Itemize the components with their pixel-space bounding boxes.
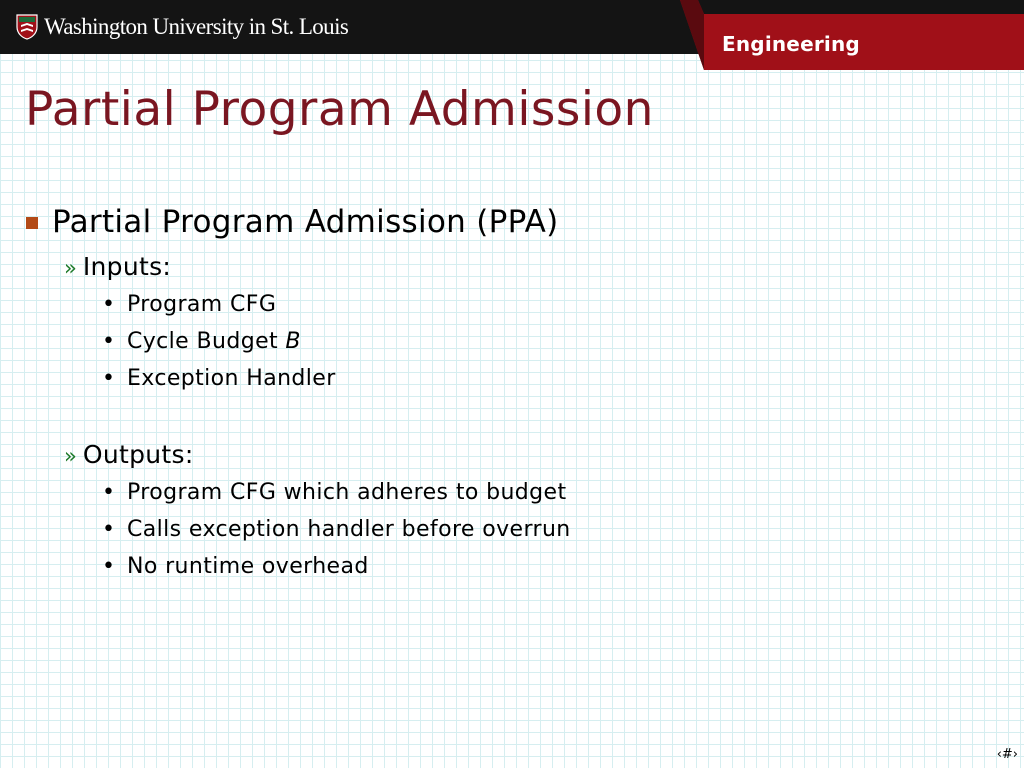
- input-item-text: [127, 329, 301, 354]
- double-chevron-icon: »: [64, 444, 77, 468]
- inputs-heading: [64, 252, 171, 281]
- slide-title: Partial Program Admission: [25, 82, 654, 137]
- budget-variable: B: [285, 329, 301, 354]
- input-item-text: Exception Handler: [126, 366, 336, 391]
- dot-bullet-icon: •: [102, 292, 115, 317]
- double-chevron-icon: »: [64, 256, 77, 280]
- university-logo: [16, 14, 348, 40]
- outputs-label: Outputs:: [82, 440, 194, 469]
- output-item-text: Calls exception handler before overrun: [126, 517, 571, 542]
- inputs-label: Inputs:: [82, 252, 172, 281]
- list-item: [102, 292, 276, 317]
- dot-bullet-icon: •: [102, 517, 115, 542]
- main-bullet: [26, 204, 559, 240]
- list-item: [102, 554, 369, 579]
- list-item: [102, 329, 301, 354]
- list-item: [102, 480, 567, 505]
- list-item: [102, 517, 571, 542]
- outputs-heading: [64, 440, 194, 469]
- input-item-text: Program CFG: [126, 292, 277, 317]
- dot-bullet-icon: •: [102, 329, 115, 354]
- university-name: Washington University in St. Louis: [44, 14, 349, 39]
- output-item-text: No runtime overhead: [126, 554, 369, 579]
- shield-icon: [16, 14, 38, 40]
- main-bullet-text: Partial Program Admission (PPA): [52, 204, 559, 240]
- school-label: Engineering: [722, 32, 860, 56]
- list-item: [102, 366, 336, 391]
- engineering-tab: [680, 0, 1024, 70]
- dot-bullet-icon: •: [102, 366, 115, 391]
- output-item-text: Program CFG which adheres to budget: [126, 480, 567, 505]
- input-item-text-main: Cycle Budget: [126, 329, 286, 354]
- dot-bullet-icon: •: [102, 554, 115, 579]
- dot-bullet-icon: •: [102, 480, 115, 505]
- slide-number: ‹#›: [996, 747, 1018, 762]
- square-bullet-icon: [26, 217, 38, 229]
